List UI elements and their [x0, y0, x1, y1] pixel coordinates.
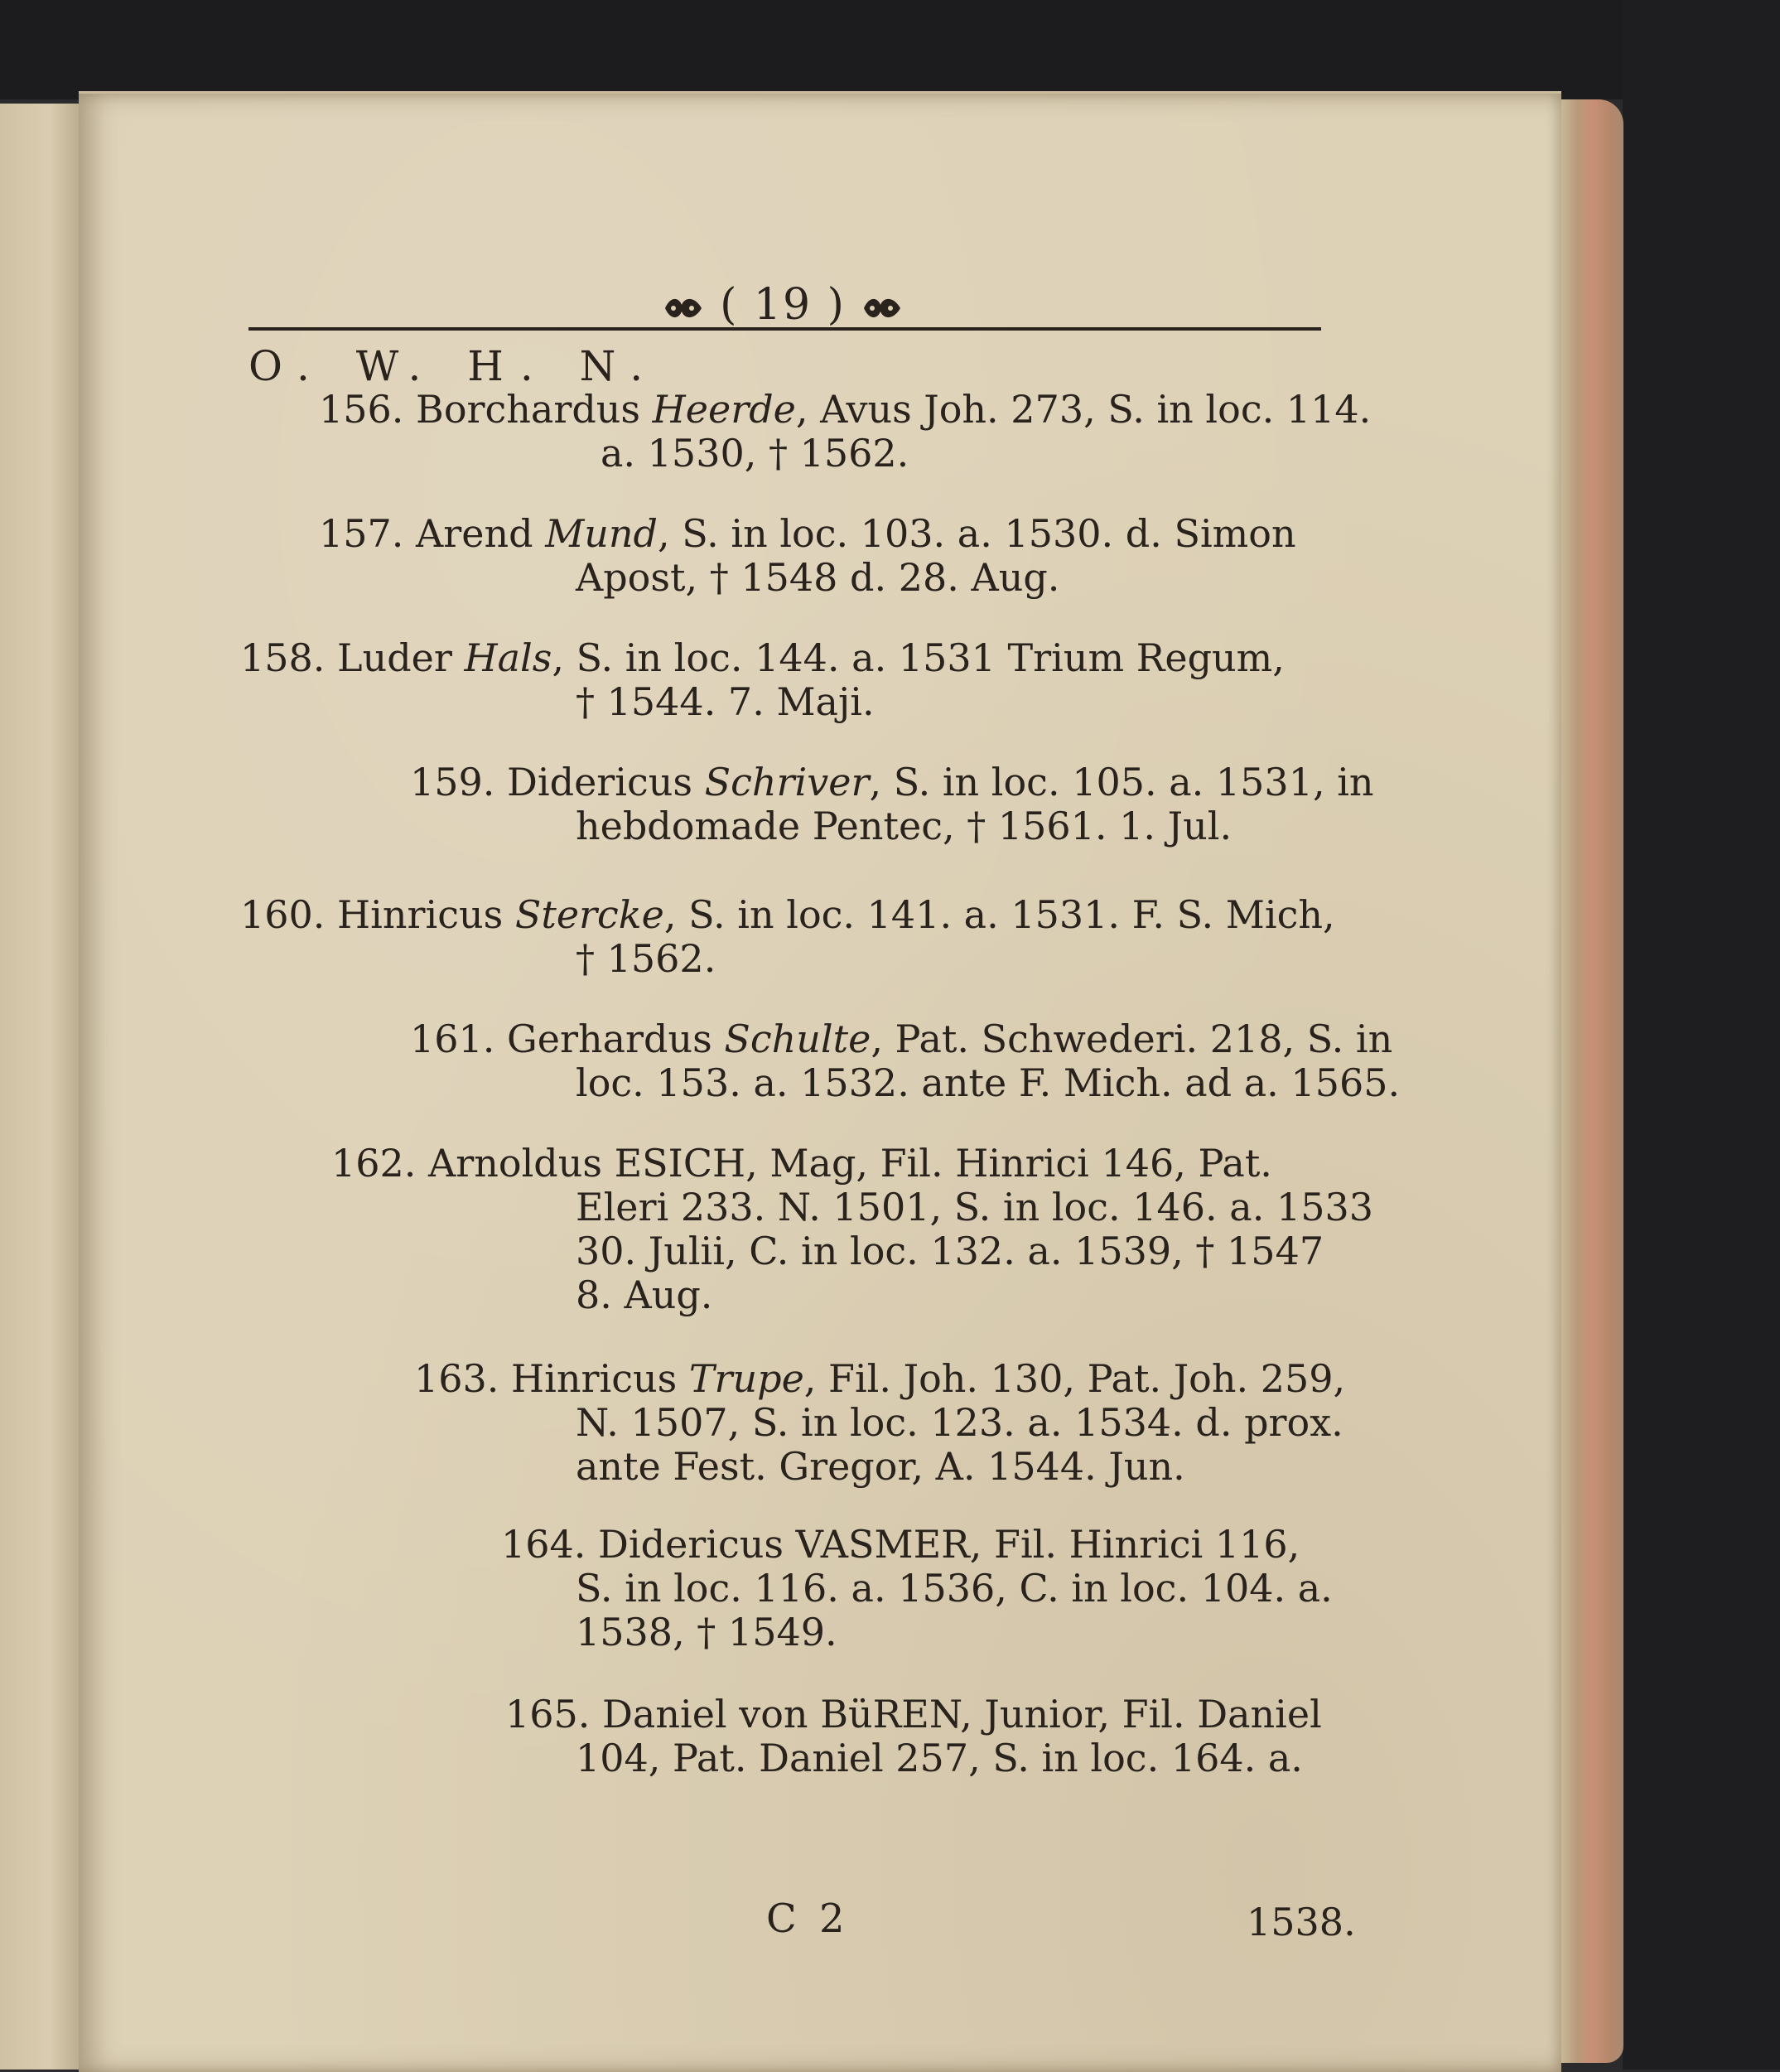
- entry-163: [414, 1357, 1345, 1489]
- entry-prefix: Hinricus: [511, 1356, 689, 1401]
- entry-prefix: Arend: [416, 511, 546, 556]
- background-right: [1623, 0, 1780, 2070]
- entry-160: [240, 893, 1335, 981]
- entry-number: 157.: [319, 511, 404, 556]
- entry-number: 163.: [414, 1356, 499, 1401]
- entry-162: [331, 1142, 1373, 1317]
- page-header: [244, 280, 1321, 330]
- entry-name: Mund: [545, 511, 658, 556]
- entry-name: Stercke: [514, 892, 664, 937]
- entry-continuation: Eleri 233. N. 1501, S. in loc. 146. a. 1533: [576, 1185, 1374, 1229]
- entry-number: 162.: [331, 1141, 417, 1186]
- entry-name: Schriver: [704, 760, 870, 804]
- entry-text: , Avus Joh. 273, S. in loc. 114.: [795, 387, 1372, 432]
- entry-text: , Mag, Fil. Hinrici 146, Pat.: [745, 1141, 1272, 1186]
- entry-continuation: ante Fest. Gregor, A. 1544. Jun.: [576, 1444, 1185, 1489]
- entry-prefix: Arnoldus: [428, 1141, 615, 1186]
- entry-number: 156.: [319, 387, 404, 432]
- entry-name: Heerde: [652, 387, 796, 432]
- left-ornament-icon: [662, 293, 705, 323]
- entry-continuation: hebdomade Pentec, † 1561. 1. Jul.: [576, 804, 1232, 848]
- entry-prefix: Daniel von: [602, 1692, 821, 1736]
- facing-page-edge: [0, 104, 83, 2070]
- entry-continuation: N. 1507, S. in loc. 123. a. 1534. d. prox.: [576, 1400, 1343, 1445]
- background-top: [0, 0, 1780, 99]
- entry-text: , Fil. Hinrici 116,: [969, 1522, 1300, 1567]
- entry-164: [501, 1523, 1333, 1654]
- page-number: ( 19 ): [720, 280, 846, 330]
- entry-text: , S. in loc. 141. a. 1531. F. S. Mich,: [663, 892, 1335, 937]
- entry-continuation: 104, Pat. Daniel 257, S. in loc. 164. a.: [576, 1736, 1303, 1780]
- entry-text: , S. in loc. 144. a. 1531 Trium Regum,: [552, 635, 1285, 680]
- entry-continuation: S. in loc. 116. a. 1536, C. in loc. 104. a.: [576, 1566, 1333, 1611]
- entry-number: 161.: [410, 1017, 495, 1061]
- entry-continuation: Apost, † 1548 d. 28. Aug.: [576, 555, 1060, 600]
- entry-name: Trupe: [688, 1356, 804, 1401]
- entry-number: 165.: [505, 1692, 591, 1736]
- entry-161: [410, 1017, 1400, 1105]
- entry-158: [240, 636, 1285, 724]
- header-rule: [248, 327, 1321, 331]
- entry-text: , Fil. Joh. 130, Pat. Joh. 259,: [803, 1356, 1346, 1401]
- entry-continuation: † 1562.: [576, 936, 716, 981]
- entry-name: VASMER: [795, 1522, 970, 1567]
- entry-prefix: Hinricus: [337, 892, 515, 937]
- entry-text: , Pat. Schwederi. 218, S. in: [871, 1017, 1393, 1061]
- entry-prefix: Luder: [337, 635, 465, 680]
- entry-continuation: loc. 153. a. 1532. ante F. Mich. ad a. 1565.: [576, 1060, 1401, 1105]
- entry-number: 159.: [410, 760, 495, 804]
- entry-text: , S. in loc. 103. a. 1530. d. Simon: [658, 511, 1296, 556]
- entry-continuation: 8. Aug.: [576, 1273, 713, 1317]
- entry-continuation: † 1544. 7. Maji.: [576, 679, 875, 724]
- entry-number: 160.: [240, 892, 326, 937]
- section-label: O. W. H. N.: [248, 342, 660, 390]
- entry-continuation: 30. Julii, C. in loc. 132. a. 1539, † 1547: [576, 1229, 1324, 1273]
- entry-prefix: Borchardus: [416, 387, 653, 432]
- entry-name: BüREN: [820, 1692, 961, 1736]
- entry-prefix: Gerhardus: [507, 1017, 725, 1061]
- right-ornament-icon: [861, 293, 904, 323]
- entry-continuation: a. 1530, † 1562.: [601, 431, 909, 476]
- entry-159: [410, 761, 1374, 848]
- catchword: 1538.: [1247, 1900, 1356, 1944]
- entry-prefix: Didericus: [598, 1522, 796, 1567]
- entry-165: [505, 1693, 1322, 1780]
- entry-prefix: Didericus: [507, 760, 705, 804]
- entry-continuation: 1538, † 1549.: [576, 1610, 837, 1654]
- signature-mark: C 2: [766, 1896, 850, 1942]
- page-block-edge: [1557, 99, 1623, 2063]
- entry-number: 164.: [501, 1522, 586, 1567]
- entry-156: [319, 388, 1371, 476]
- entry-name: Schulte: [724, 1017, 871, 1061]
- entry-text: , Junior, Fil. Daniel: [960, 1692, 1322, 1736]
- entry-157: [319, 512, 1296, 600]
- book-page: [79, 91, 1561, 2072]
- entry-text: , S. in loc. 105. a. 1531, in: [869, 760, 1374, 804]
- entry-name: Hals: [464, 635, 552, 680]
- entry-name: ESICH: [614, 1141, 746, 1186]
- entry-number: 158.: [240, 635, 326, 680]
